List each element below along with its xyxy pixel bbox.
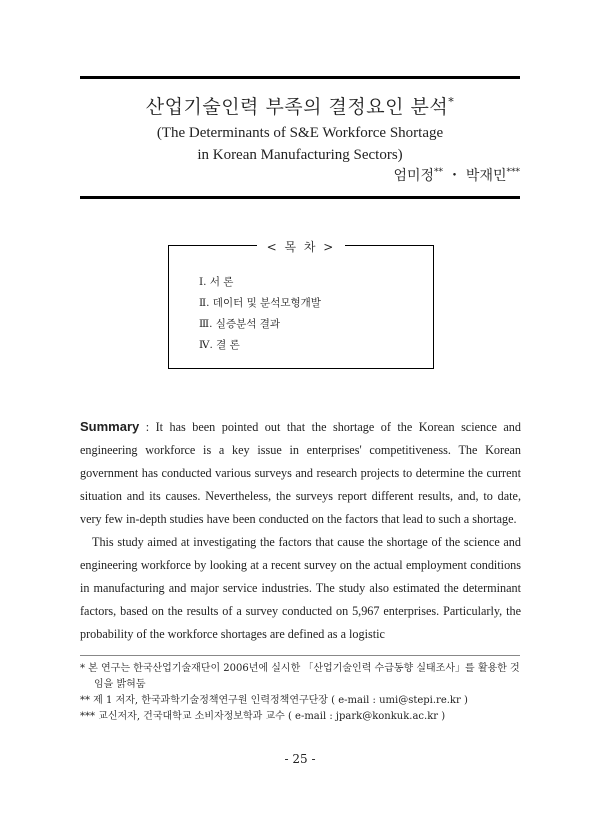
- table-of-contents: [168, 240, 434, 369]
- author-2: 박재민: [465, 168, 507, 184]
- footnote-3: *** 교신저자, 건국대학교 소비자정보학과 교수 ( e-mail : jpark@konkuk.ac.kr ): [80, 711, 446, 722]
- page-number: - 25 -: [284, 752, 316, 766]
- header-bottom-rule: [80, 196, 520, 199]
- english-title: [0, 122, 600, 166]
- author-1-mark: **: [434, 167, 444, 178]
- toc-item-results: Ⅲ. 실증분석 결과: [199, 318, 280, 330]
- footnote-divider: [80, 655, 520, 656]
- summary-colon: :: [145, 420, 150, 434]
- toc-item-introduction: Ⅰ. 서 론: [199, 276, 234, 288]
- footnote-1-continued: 임을 밝혀둠: [94, 679, 146, 690]
- toc-item-conclusion: Ⅳ. 결 론: [199, 339, 240, 351]
- author-1: 엄미정: [393, 168, 435, 184]
- summary-paragraph-1: [80, 415, 521, 531]
- footnote-1: * 본 연구는 한국산업기술재단이 2006년에 실시한 「산업기술인력 수급동향 실태조사」를 활용한 것: [80, 663, 520, 674]
- author-2-mark: ***: [506, 167, 520, 178]
- footnotes: [80, 661, 520, 725]
- footnote-2: ** 제 1 저자, 한국과학기술정책연구원 인력정책연구단장 ( e-mail : umi@stepi.re.kr ): [80, 695, 468, 706]
- title-footnote-mark: *: [448, 95, 455, 109]
- toc-item-data-model: Ⅱ. 데이터 및 분석모형개발: [199, 297, 321, 309]
- english-title-line-1: (The Determinants of S&E Workforce Shortage: [156, 125, 444, 141]
- summary-text-1: It has been pointed out that the shortage of the Korean science and engineering workforce is a key issue in enterprises' competitiveness. The Korean government has conducted various surveys and research projects to determine the current situation and its causes. Nevertheless, the surveys report different results, and, to date, very few in-depth studies have been conducted on the factors that lead to such a shortage.: [80, 420, 521, 526]
- korean-title: 산업기술인력 부족의 결정요인 분석*: [145, 95, 455, 118]
- english-title-line-2: in Korean Manufacturing Sectors): [197, 147, 403, 163]
- summary-section: [80, 415, 521, 646]
- summary-label: Summary: [80, 419, 140, 434]
- toc-heading: < 목 차 >: [257, 240, 346, 254]
- toc-list: [199, 272, 321, 356]
- top-rule: [80, 76, 520, 79]
- author-separator: ・: [447, 168, 462, 184]
- authors: [393, 165, 520, 185]
- summary-paragraph-2: This study aimed at investigating the factors that cause the shortage of the science and engineering workforce by looking at a recent survey on the actual employment conditions in manufacturing and major service industries. The study also estimated the determinant factors, based on the results of a survey conducted on 5,967 enterprises. Particularly, the probability of the workforce shortages are defined as a logistic: [80, 535, 521, 641]
